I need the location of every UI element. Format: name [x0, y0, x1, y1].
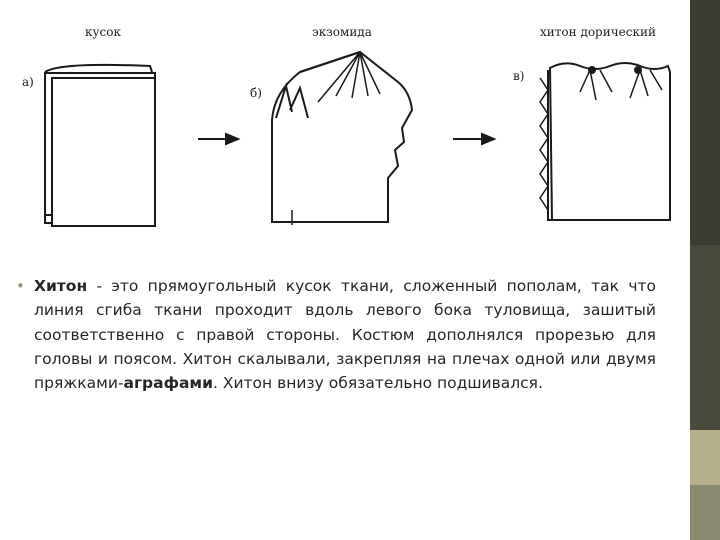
term-chiton: Хитон — [34, 277, 88, 295]
arrow-right-icon — [198, 134, 238, 144]
fabric-piece-drawing — [45, 65, 155, 226]
label-piece: кусок — [85, 25, 122, 39]
term-agrafy: аграфами — [123, 374, 213, 393]
exomis-drawing — [272, 52, 412, 225]
arrow-right-icon — [453, 134, 494, 144]
garment-diagram — [0, 0, 690, 245]
paragraph — [34, 274, 656, 395]
mark-c: в) — [513, 69, 525, 83]
mark-a: а) — [22, 75, 34, 89]
text-part-2: . Хитон внизу обязательно подшивался. — [212, 374, 543, 393]
decorative-stripe — [690, 0, 720, 540]
label-exomis: экзомида — [312, 25, 372, 39]
mark-b: б) — [250, 86, 262, 100]
doric-chiton-drawing — [540, 63, 670, 220]
label-doric-chiton: хитон дорический — [540, 25, 656, 39]
description-text — [16, 274, 656, 395]
garment-illustration — [0, 0, 690, 245]
bullet-paragraph — [16, 274, 656, 395]
text-part-1: - это прямоугольный кусок ткани, сложенный пополам, так что линия сгиба ткани проходит вдоль левого бока туловища, зашитый соответственно с правой стороны. Костюм дополнялся прорезью для головы и поясом. Хитон скалывали, закрепляя на плечах одной или двумя пряжками- — [34, 277, 656, 393]
bullet-icon: • — [16, 277, 25, 295]
